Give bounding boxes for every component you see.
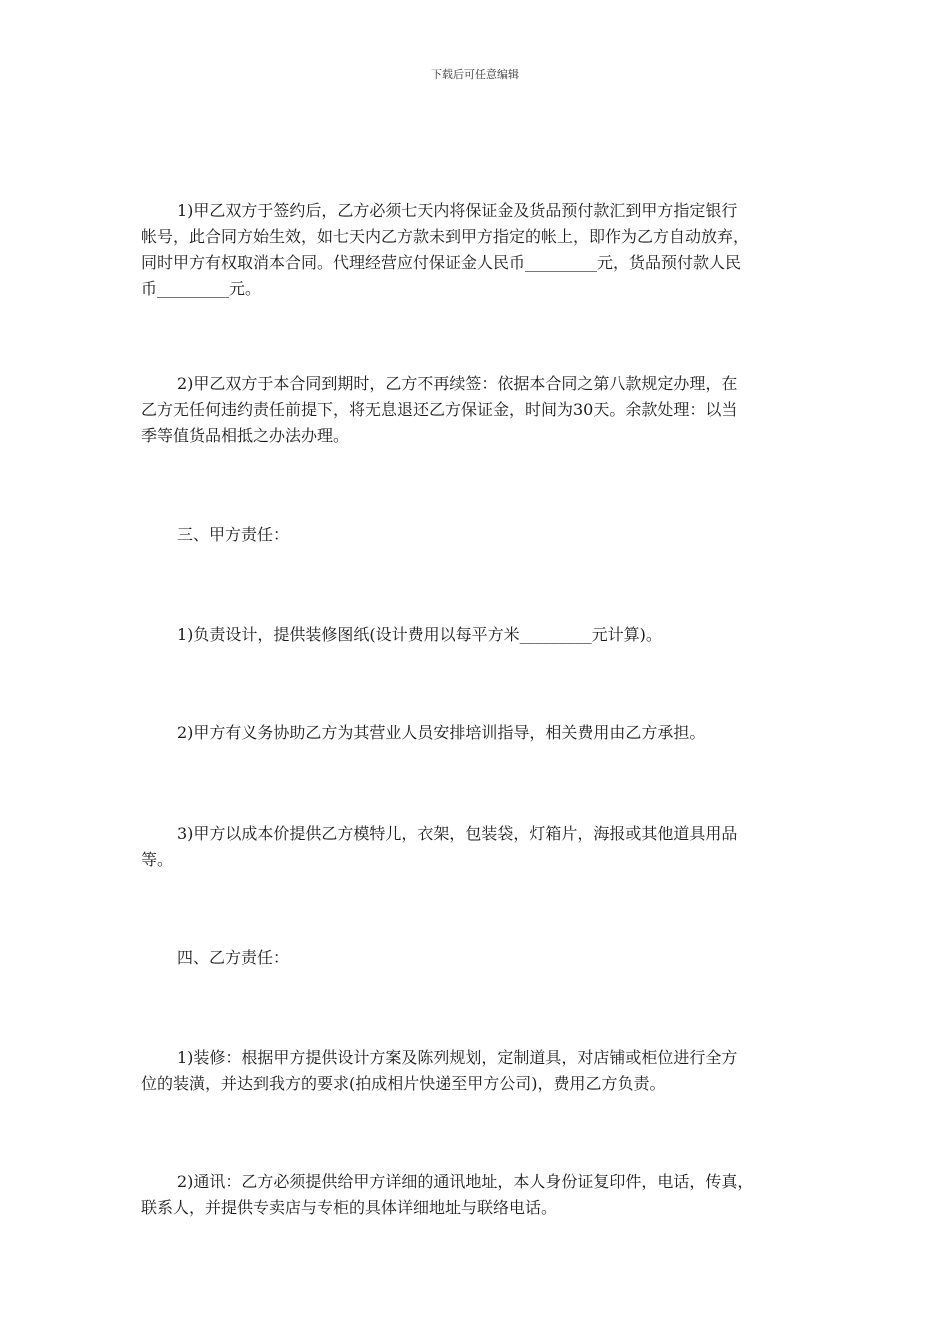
text-line: 1)负责设计，提供装修图纸(设计费用以每平方米_________元计算)。 [177, 625, 662, 644]
section-heading-party-b [141, 945, 811, 971]
text-line: 等。 [141, 850, 174, 869]
text-line: 联系人，并提供专卖店与专柜的具体详细地址与联络电话。 [141, 1198, 558, 1217]
text-line: 2)通讯：乙方必须提供给甲方详细的通讯地址，本人身份证复印件，电话，传真， [177, 1172, 754, 1191]
text-line: 1)装修：根据甲方提供设计方案及陈列规划，定制道具，对店铺或柜位进行全方 [177, 1048, 738, 1067]
text-line: 季等值货品相抵之办法办理。 [141, 426, 350, 445]
section-heading-party-a [141, 522, 811, 548]
text-line: 帐号，此合同方始生效，如七天内乙方款未到甲方指定的帐上，即作为乙方自动放弃， [141, 227, 750, 246]
text-line: 乙方无任何违约责任前提下，将无息退还乙方保证金，时间为30天。余款处理：以当 [141, 400, 738, 419]
paragraph-contract-expiry [141, 371, 811, 449]
paragraph-communication [141, 1169, 811, 1221]
paragraph-decoration [141, 1045, 811, 1097]
text-line: 1)甲乙双方于签约后，乙方必须七天内将保证金及货品预付款汇到甲方指定银行 [177, 201, 738, 220]
page-header-note: 下载后可任意编辑 [431, 68, 519, 81]
paragraph-deposit-payment [141, 198, 811, 302]
text-line: 位的装潢，并达到我方的要求(拍成相片快递至甲方公司)，费用乙方负责。 [141, 1074, 666, 1093]
text-line: 币_________元。 [141, 279, 262, 298]
text-line: 2)甲乙双方于本合同到期时，乙方不再续签：依据本合同之第八款规定办理，在 [177, 374, 738, 393]
text-line: 3)甲方以成本价提供乙方模特儿，衣架，包装袋，灯箱片，海报或其他道具用品 [177, 824, 738, 843]
paragraph-training [141, 720, 811, 746]
text-line: 2)甲方有义务协助乙方为其营业人员安排培训指导，相关费用由乙方承担。 [177, 723, 706, 742]
paragraph-design [141, 622, 811, 648]
text-line: 四、乙方责任： [177, 948, 290, 967]
text-line: 三、甲方责任： [177, 525, 290, 544]
paragraph-supplies [141, 821, 811, 873]
text-line: 同时甲方有权取消本合同。代理经营应付保证金人民币_________元，货品预付款人民 [141, 253, 742, 272]
